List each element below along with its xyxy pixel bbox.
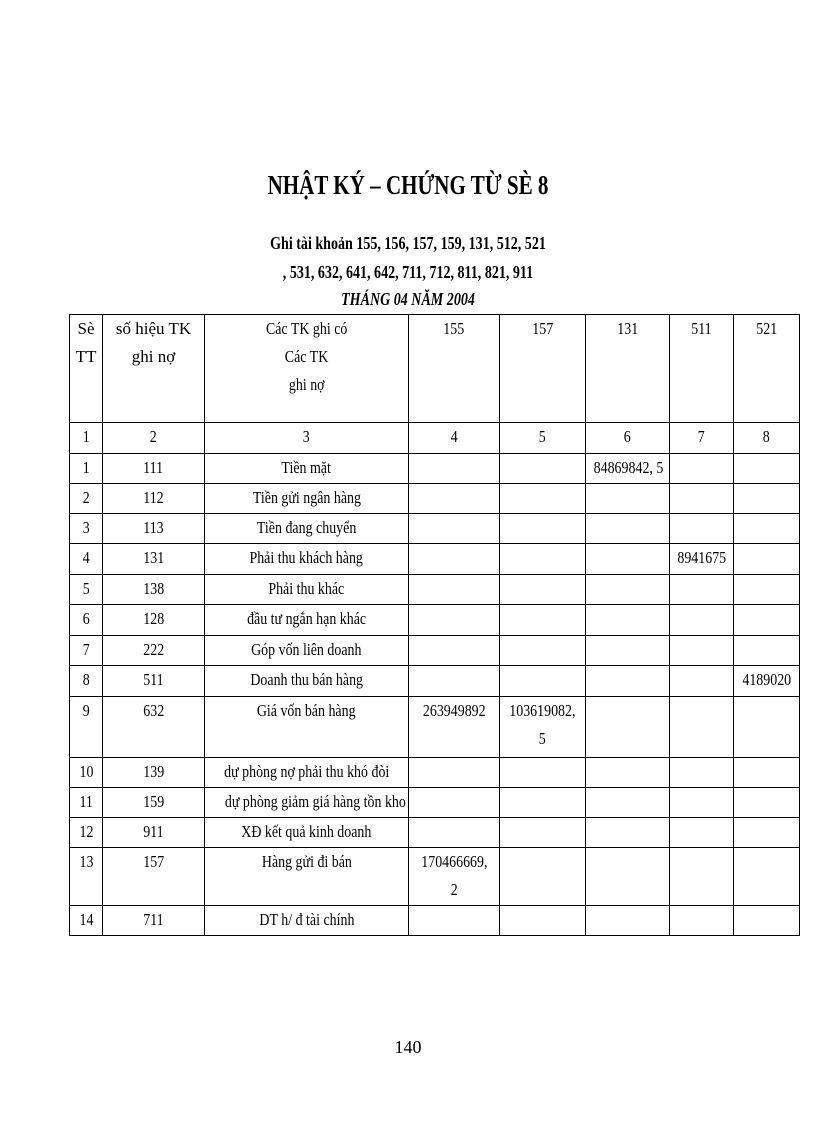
- column-number-row: [70, 423, 800, 454]
- cell-text: 103619082,: [509, 701, 576, 720]
- header-stt: [70, 315, 103, 423]
- cell-text: 3: [82, 518, 90, 537]
- table-cell: [103, 605, 205, 636]
- cell-text: 2: [450, 880, 458, 899]
- table-cell: [500, 484, 586, 514]
- cell-text: 711: [143, 910, 164, 929]
- table-cell: [409, 575, 500, 605]
- subtitle-line-1: Ghi tài khoản 155, 156, 157, 159, 131, 512, 521: [270, 233, 546, 253]
- table-cell: [409, 605, 500, 636]
- col-number: [500, 423, 586, 454]
- table-row: [70, 848, 800, 906]
- cell-text: 131: [617, 319, 638, 338]
- table-cell: [205, 454, 409, 484]
- cell-text: 131: [143, 548, 164, 567]
- cell-text: Sè TT: [75, 319, 97, 366]
- table-row: [70, 544, 800, 575]
- cell-text: 8: [763, 427, 770, 446]
- table-cell: [586, 848, 670, 906]
- table-cell: [205, 484, 409, 514]
- table-cell: [103, 454, 205, 484]
- col-number: [409, 423, 500, 454]
- table-cell: [409, 514, 500, 544]
- table-cell: [103, 818, 205, 848]
- table-cell: [70, 544, 103, 575]
- table-cell: [205, 818, 409, 848]
- ledger-table: [69, 314, 800, 936]
- table-cell: [734, 575, 800, 605]
- table-cell: [670, 454, 734, 484]
- table-cell: [734, 605, 800, 636]
- cell-text: 3: [303, 427, 310, 446]
- table-cell: [500, 605, 586, 636]
- cell-text: Phải thu khách hàng: [249, 548, 364, 567]
- table-cell: [70, 514, 103, 544]
- table-row: [70, 758, 800, 788]
- header-so-hieu: [103, 315, 205, 423]
- table-cell: [670, 758, 734, 788]
- table-cell: [670, 848, 734, 906]
- col-number: [586, 423, 670, 454]
- table-cell: [500, 575, 586, 605]
- table-cell: [500, 636, 586, 666]
- table-cell: [409, 848, 500, 906]
- cell-text: 8: [82, 670, 90, 689]
- header-col-157: [500, 315, 586, 423]
- table-cell: [205, 575, 409, 605]
- cell-text: 13: [79, 852, 93, 871]
- table-cell: [205, 544, 409, 575]
- cell-text: 2: [82, 488, 90, 507]
- table-row: [70, 514, 800, 544]
- table-row: [70, 697, 800, 758]
- table-cell: [409, 697, 500, 758]
- table-cell: [70, 818, 103, 848]
- table-cell: [205, 906, 409, 936]
- header-col-521: [734, 315, 800, 423]
- table-cell: [70, 575, 103, 605]
- cell-text: 1: [82, 427, 90, 446]
- table-cell: [586, 906, 670, 936]
- cell-text: Phải thu khác: [268, 579, 345, 598]
- cell-text: 170466669,: [420, 852, 488, 871]
- table-cell: [409, 636, 500, 666]
- table-cell: [670, 514, 734, 544]
- cell-text: 632: [143, 701, 164, 720]
- table-cell: [734, 544, 800, 575]
- table-cell: [734, 697, 800, 758]
- cell-text: 128: [143, 609, 164, 628]
- table-row: [70, 454, 800, 484]
- table-cell: [500, 697, 586, 758]
- table-cell: [500, 788, 586, 818]
- table-cell: [586, 575, 670, 605]
- table-cell: [670, 697, 734, 758]
- cell-text: 8941675: [677, 548, 726, 567]
- cell-text: 5: [539, 427, 546, 446]
- col-number: [670, 423, 734, 454]
- table-cell: [734, 848, 800, 906]
- table-cell: [586, 454, 670, 484]
- table-cell: [670, 636, 734, 666]
- cell-text: DT h/ đ tài chính: [259, 910, 354, 929]
- cell-text: Tiền đang chuyển: [256, 518, 357, 537]
- table-cell: [670, 906, 734, 936]
- table-cell: [500, 906, 586, 936]
- table-cell: [103, 848, 205, 906]
- table-cell: [586, 605, 670, 636]
- table-cell: [670, 818, 734, 848]
- cell-text: 157: [143, 852, 164, 871]
- cell-text: 11: [79, 792, 93, 811]
- col-number: [205, 423, 409, 454]
- table-row: [70, 605, 800, 636]
- cell-text: 159: [143, 792, 164, 811]
- table-cell: [205, 666, 409, 697]
- table-row: [70, 818, 800, 848]
- cell-text: 1: [82, 458, 90, 477]
- cell-text: 84869842, 5: [593, 458, 664, 477]
- table-cell: [734, 906, 800, 936]
- cell-text: Doanh thu bán hàng: [250, 670, 363, 689]
- table-cell: [409, 484, 500, 514]
- table-cell: [586, 788, 670, 818]
- table-cell: [734, 636, 800, 666]
- table-cell: [670, 788, 734, 818]
- table-cell: [205, 788, 409, 818]
- table-cell: [409, 906, 500, 936]
- table-cell: [586, 544, 670, 575]
- cell-text: XĐ kết quả kinh doanh: [241, 822, 372, 841]
- cell-text: 4189020: [742, 670, 791, 689]
- table-cell: [734, 484, 800, 514]
- col-number: [70, 423, 103, 454]
- table-cell: [70, 848, 103, 906]
- table-cell: [103, 758, 205, 788]
- cell-text: 138: [143, 579, 164, 598]
- table-row: [70, 484, 800, 514]
- table-cell: [70, 906, 103, 936]
- table-cell: [205, 514, 409, 544]
- table-cell: [734, 514, 800, 544]
- table-cell: [205, 697, 409, 758]
- table-cell: [70, 605, 103, 636]
- page-number: 140: [394, 1037, 422, 1057]
- table-cell: [734, 788, 800, 818]
- table-cell: [70, 697, 103, 758]
- cell-text: 14: [79, 910, 93, 929]
- table-cell: [103, 666, 205, 697]
- cell-text: 139: [143, 762, 164, 781]
- table-cell: [205, 636, 409, 666]
- table-cell: [500, 758, 586, 788]
- cell-text: 157: [532, 319, 553, 338]
- table-cell: [103, 484, 205, 514]
- col-number: [734, 423, 800, 454]
- subtitle-line-2: , 531, 632, 641, 642, 711, 712, 811, 821, 911: [282, 262, 534, 282]
- header-cac-tk: Các TK ghi có Các TK ghi nợ: [205, 315, 409, 423]
- table-cell: [500, 818, 586, 848]
- cell-text: 4: [82, 548, 90, 567]
- header-row: [70, 315, 800, 423]
- cell-text: Tiền gửi ngân hàng: [252, 488, 361, 507]
- table-cell: [586, 666, 670, 697]
- table-cell: [670, 575, 734, 605]
- header-col-511: [670, 315, 734, 423]
- cell-text: 6: [82, 609, 90, 628]
- table-cell: [500, 514, 586, 544]
- table-cell: [205, 758, 409, 788]
- table-row: [70, 575, 800, 605]
- table-cell: [500, 544, 586, 575]
- table-cell: [205, 848, 409, 906]
- table-row: [70, 636, 800, 666]
- table-cell: [103, 544, 205, 575]
- cell-text: 511: [691, 319, 712, 338]
- cell-text: 4: [450, 427, 458, 446]
- document-title: NHẬT KÝ – CHỨNG TỪ SÈ 8: [267, 170, 549, 200]
- cell-text: 511: [143, 670, 164, 689]
- cell-text: số hiệu TK ghi nợ: [115, 319, 192, 366]
- header-col-155: [409, 315, 500, 423]
- cell-text: 222: [143, 640, 164, 659]
- table-cell: [409, 818, 500, 848]
- cell-text: Tiền mặt: [281, 458, 332, 477]
- table-cell: [500, 666, 586, 697]
- period-label: THÁNG 04 NĂM 2004: [341, 289, 475, 309]
- table-cell: [70, 788, 103, 818]
- cell-text: 10: [79, 762, 93, 781]
- cell-text: 113: [143, 518, 164, 537]
- table-cell: [103, 636, 205, 666]
- cell-text: 5: [539, 729, 546, 748]
- table-row: [70, 906, 800, 936]
- table-cell: [586, 697, 670, 758]
- table-cell: [70, 636, 103, 666]
- col-number: [103, 423, 205, 454]
- table-cell: [670, 605, 734, 636]
- table-cell: [70, 484, 103, 514]
- header-col-131: [586, 315, 670, 423]
- cell-text: 9: [82, 701, 90, 720]
- table-cell: [409, 758, 500, 788]
- table-cell: [670, 666, 734, 697]
- table-cell: [586, 514, 670, 544]
- cell-text: 7: [698, 427, 705, 446]
- cell-text: 155: [443, 319, 465, 338]
- table-cell: [670, 484, 734, 514]
- table-cell: [409, 666, 500, 697]
- table-cell: [586, 636, 670, 666]
- cell-text: 521: [756, 319, 777, 338]
- table-cell: [500, 848, 586, 906]
- table-cell: [670, 544, 734, 575]
- cell-text: 7: [82, 640, 90, 659]
- table-cell: [103, 788, 205, 818]
- table-cell: [70, 758, 103, 788]
- cell-text: 911: [143, 822, 164, 841]
- table-cell: [586, 758, 670, 788]
- cell-text: 112: [143, 488, 164, 507]
- cell-text: 2: [150, 427, 157, 446]
- table-cell: [409, 454, 500, 484]
- table-cell: [70, 454, 103, 484]
- cell-text: 263949892: [422, 701, 486, 720]
- table-cell: [409, 544, 500, 575]
- table-cell: [70, 666, 103, 697]
- table-cell: [734, 818, 800, 848]
- cell-text: dự phòng giảm giá hàng tồn kho: [224, 792, 406, 811]
- table-cell: [409, 788, 500, 818]
- cell-text: dự phòng nợ phải thu khó đòi: [223, 762, 390, 781]
- cell-text: 5: [82, 579, 90, 598]
- table-row: [70, 666, 800, 697]
- table-cell: [103, 697, 205, 758]
- cell-text: Góp vốn liên doanh: [251, 640, 362, 659]
- table-cell: [734, 454, 800, 484]
- table-row: [70, 788, 800, 818]
- table-cell: [586, 818, 670, 848]
- cell-text: Giá vốn bán hàng: [257, 701, 356, 720]
- table-cell: [103, 514, 205, 544]
- table-cell: [734, 666, 800, 697]
- cell-text: 6: [624, 427, 631, 446]
- cell-text: 111: [143, 458, 164, 477]
- table-cell: [205, 605, 409, 636]
- table-cell: [586, 484, 670, 514]
- table-cell: [734, 758, 800, 788]
- table-cell: [500, 454, 586, 484]
- cell-text: đầu tư ngắn hạn khác: [246, 609, 367, 628]
- table-cell: [103, 906, 205, 936]
- cell-text: Hàng gửi đi bán: [261, 852, 352, 871]
- cell-text: 12: [79, 822, 93, 841]
- table-cell: [103, 575, 205, 605]
